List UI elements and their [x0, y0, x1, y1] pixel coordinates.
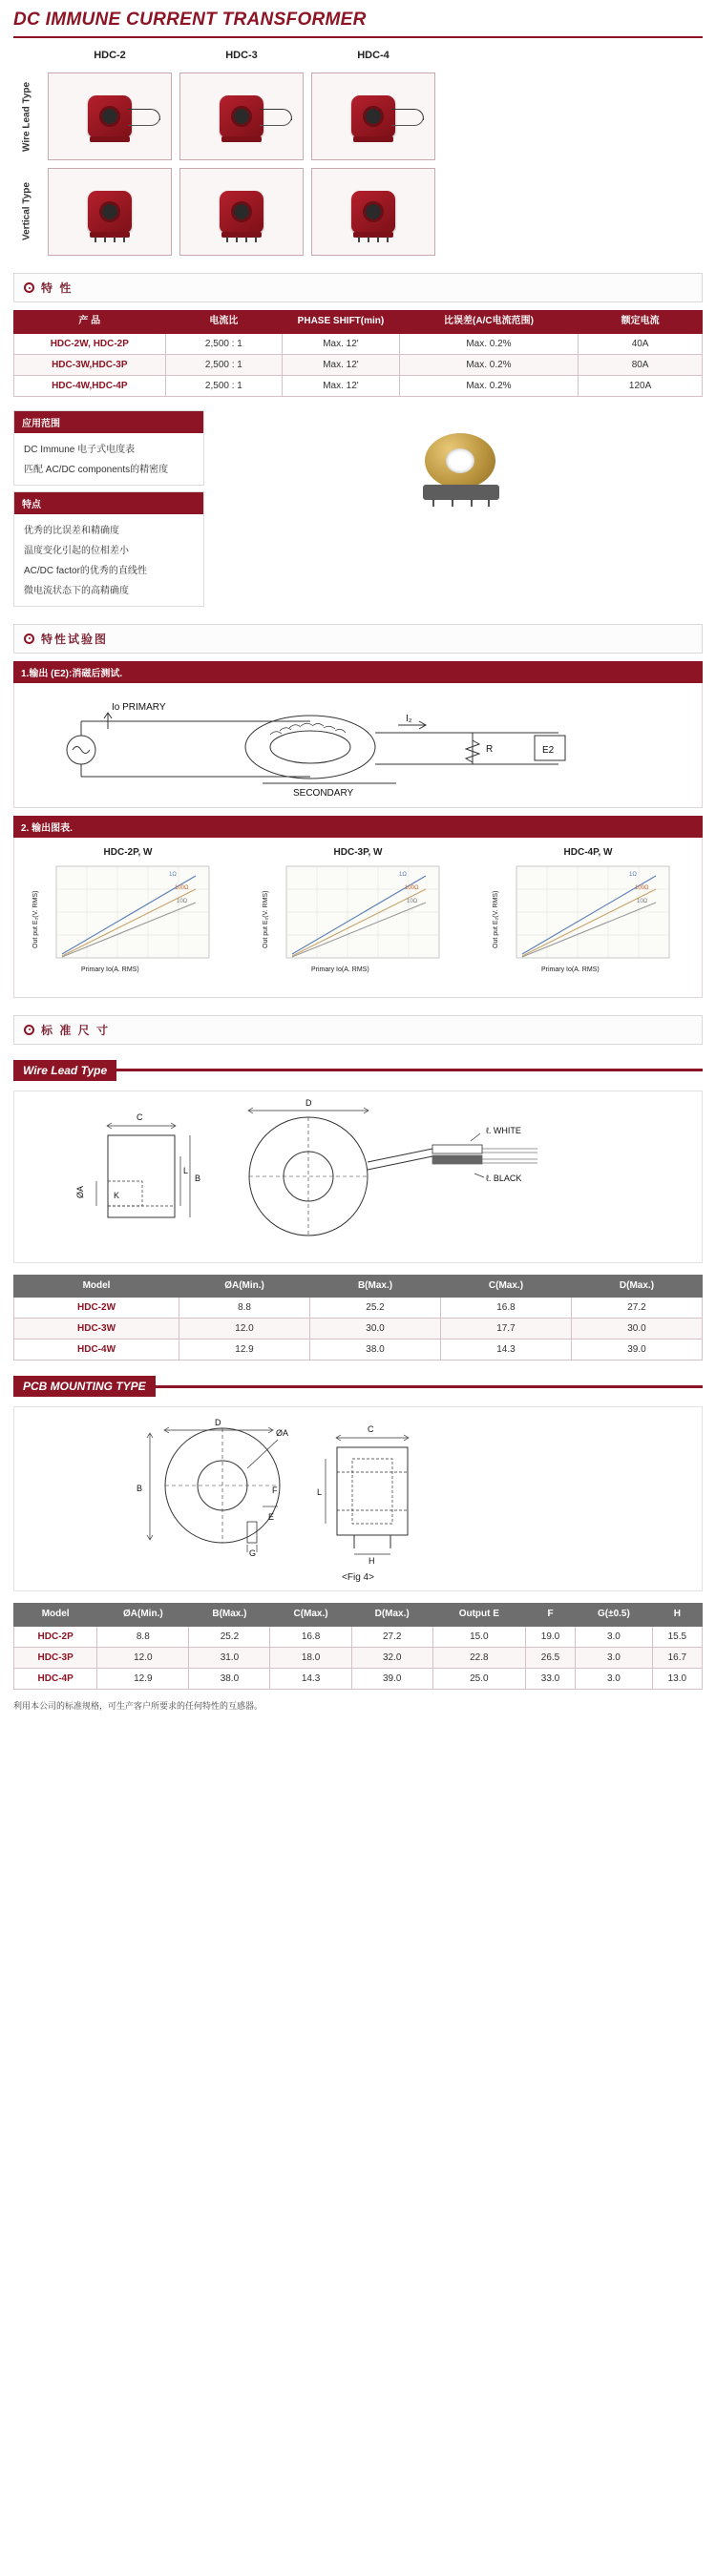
application-line-1: DC Immune 电子式电度表 [24, 444, 136, 455]
svg-text:ØA: ØA [75, 1185, 85, 1198]
application-advantage-section [13, 410, 703, 607]
cell-g: 3.0 [576, 1626, 653, 1647]
svg-text:1Ω: 1Ω [399, 871, 407, 878]
table-row [14, 1319, 703, 1340]
cell-d: 27.2 [351, 1626, 432, 1647]
table-row [14, 1340, 703, 1361]
cell-model: HDC-4P [14, 1668, 97, 1689]
graphs-body [13, 838, 703, 998]
advantage-line-4: 微电流状态下的高精确度 [24, 585, 129, 596]
graph-card-hdc4 [484, 847, 692, 987]
col-oa: ØA(Min.) [179, 1275, 310, 1298]
photo-col-header-hdc3: HDC-3 [225, 50, 258, 61]
photo-cell-vertical-hdc3 [179, 168, 304, 256]
svg-text:Primary Io(A. RMS): Primary Io(A. RMS) [81, 966, 139, 973]
svg-text:10Ω: 10Ω [407, 898, 418, 904]
cell-d: 32.0 [351, 1647, 432, 1668]
table-row [14, 1298, 703, 1319]
svg-text:Out put E₂(V. RMS): Out put E₂(V. RMS) [32, 890, 39, 948]
cell-c: 14.3 [441, 1340, 572, 1361]
section-heading-features [13, 273, 703, 302]
svg-text:100Ω: 100Ω [635, 884, 649, 891]
section-heading-test [13, 624, 703, 654]
svg-text:L: L [317, 1487, 323, 1497]
cell-b: 38.0 [189, 1668, 270, 1689]
graph-card-hdc2 [24, 847, 232, 987]
cell-h: 15.5 [652, 1626, 702, 1647]
subsection-pcb-label: PCB MOUNTING TYPE [13, 1376, 156, 1397]
svg-text:H: H [369, 1556, 375, 1566]
cell-g: 3.0 [576, 1668, 653, 1689]
cell-c: 18.0 [270, 1647, 351, 1668]
cell-ratio: 2,500 : 1 [165, 375, 283, 396]
svg-text:E: E [268, 1512, 275, 1522]
table-header-row [14, 1604, 703, 1627]
cell-current: 80A [579, 354, 703, 375]
application-panel [13, 410, 204, 486]
subsection-wire-lead-label: Wire Lead Type [13, 1060, 116, 1081]
application-panel-title: 应用范围 [14, 411, 203, 433]
table-row [14, 1647, 703, 1668]
section-heading-features-label: 特 性 [41, 281, 74, 295]
col-model: Model [14, 1604, 97, 1627]
test-block1-title: 1.输出 (E2):消磁后测试. [13, 661, 703, 683]
cell-phase: Max. 12' [283, 333, 400, 354]
cell-oa: 8.8 [97, 1626, 189, 1647]
cell-ratio: 2,500 : 1 [165, 333, 283, 354]
table-row [14, 375, 703, 396]
svg-text:L: L [183, 1165, 189, 1175]
photo-col-header-hdc4: HDC-4 [357, 50, 390, 61]
wire-lead-drawing [13, 1091, 703, 1263]
cell-f: 33.0 [525, 1668, 575, 1689]
svg-text:ℓ. WHITE: ℓ. WHITE [486, 1125, 521, 1135]
svg-text:R: R [486, 743, 494, 755]
svg-text:100Ω: 100Ω [175, 884, 189, 891]
cell-error: Max. 0.2% [399, 354, 578, 375]
cell-oa: 12.0 [179, 1319, 310, 1340]
cell-model: HDC-3W [14, 1319, 179, 1340]
section-heading-test-label: 特性试验图 [41, 632, 109, 646]
svg-text:E2: E2 [542, 744, 555, 756]
table-header-row [14, 1275, 703, 1298]
test-circuit-body [13, 683, 703, 808]
cell-b: 25.2 [310, 1298, 441, 1319]
cell-b: 30.0 [310, 1319, 441, 1340]
col-model: Model [14, 1275, 179, 1298]
cell-oa: 8.8 [179, 1298, 310, 1319]
cell-oa: 12.0 [97, 1647, 189, 1668]
cell-output-e: 25.0 [432, 1668, 525, 1689]
circle-bullet-icon [24, 282, 34, 293]
table-row [14, 354, 703, 375]
svg-text:B: B [137, 1484, 143, 1493]
svg-text:ℓ. BLACK: ℓ. BLACK [486, 1173, 522, 1183]
cell-error: Max. 0.2% [399, 333, 578, 354]
graph-title-hdc4: HDC-4P, W [563, 846, 613, 858]
cell-f: 19.0 [525, 1626, 575, 1647]
product-photo-matrix [13, 50, 703, 256]
cell-f: 26.5 [525, 1647, 575, 1668]
cell-oa: 12.9 [97, 1668, 189, 1689]
svg-text:Out put E₂(V. RMS): Out put E₂(V. RMS) [493, 890, 499, 948]
cell-model: HDC-4W,HDC-4P [14, 375, 166, 396]
col-c: C(Max.) [441, 1275, 572, 1298]
col-g: G(±0.5) [576, 1604, 653, 1627]
advantage-panel [13, 491, 204, 607]
cell-current: 40A [579, 333, 703, 354]
page-title: DC IMMUNE CURRENT TRANSFORMER [13, 10, 367, 30]
subsection-pcb [13, 1376, 703, 1397]
cell-b: 38.0 [310, 1340, 441, 1361]
col-product: 产 品 [14, 311, 166, 334]
svg-text:Primary Io(A. RMS): Primary Io(A. RMS) [541, 966, 600, 973]
photo-col-header-hdc2: HDC-2 [94, 50, 126, 61]
footer-note: 利用本公司的标准规格，可生产客户所要求的任何特性的互感器。 [13, 1700, 263, 1711]
svg-text:G: G [249, 1548, 257, 1558]
svg-text:1Ω: 1Ω [169, 871, 177, 878]
section-heading-dimensions [13, 1015, 703, 1045]
cell-current: 120A [579, 375, 703, 396]
pcb-drawing [13, 1406, 703, 1591]
table-row [14, 333, 703, 354]
table-row [14, 1626, 703, 1647]
graph-card-hdc3 [254, 847, 462, 987]
cell-d: 39.0 [351, 1668, 432, 1689]
svg-text:100Ω: 100Ω [405, 884, 419, 891]
svg-text:Io PRIMARY: Io PRIMARY [112, 701, 166, 713]
col-phase-shift: PHASE SHIFT(min) [283, 311, 400, 334]
cell-c: 16.8 [270, 1626, 351, 1647]
title-divider [13, 36, 703, 38]
cell-d: 27.2 [571, 1298, 702, 1319]
cell-d: 30.0 [571, 1319, 702, 1340]
cell-model: HDC-2W, HDC-2P [14, 333, 166, 354]
photo-cell-vertical-hdc4 [311, 168, 435, 256]
cell-output-e: 15.0 [432, 1626, 525, 1647]
cell-c: 17.7 [441, 1319, 572, 1340]
photo-cell-wire-hdc4 [311, 73, 435, 160]
svg-text:10Ω: 10Ω [637, 898, 648, 904]
col-output-e: Output E [432, 1604, 525, 1627]
pcb-dimension-table [13, 1603, 703, 1690]
pcb-figure-caption: <Fig 4> [342, 1572, 374, 1583]
cell-model: HDC-3P [14, 1647, 97, 1668]
svg-text:F: F [272, 1485, 278, 1495]
svg-text:Out put E₂(V. RMS): Out put E₂(V. RMS) [263, 890, 269, 948]
svg-text:D: D [215, 1418, 221, 1427]
photo-row-label-wire-lead: Wire Lead Type [21, 81, 32, 152]
cell-g: 3.0 [576, 1647, 653, 1668]
test-block2-title: 2. 输出图表. [13, 816, 703, 838]
col-d: D(Max.) [351, 1604, 432, 1627]
col-ratio-error: 比误差(A/C电流范围) [399, 311, 578, 334]
col-h: H [652, 1604, 702, 1627]
photo-cell-vertical-hdc2 [48, 168, 172, 256]
cell-b: 31.0 [189, 1647, 270, 1668]
col-b: B(Max.) [189, 1604, 270, 1627]
cell-h: 16.7 [652, 1647, 702, 1668]
wire-lead-dimension-table [13, 1275, 703, 1361]
circle-bullet-icon [24, 1025, 34, 1035]
subsection-wire-lead [13, 1060, 703, 1081]
col-b: B(Max.) [310, 1275, 441, 1298]
cell-c: 16.8 [441, 1298, 572, 1319]
cell-h: 13.0 [652, 1668, 702, 1689]
application-line-2: 匹配 AC/DC components的精密度 [24, 464, 169, 475]
cell-error: Max. 0.2% [399, 375, 578, 396]
graph-title-hdc2: HDC-2P, W [103, 846, 153, 858]
graph-row [24, 847, 692, 987]
cell-model: HDC-3W,HDC-3P [14, 354, 166, 375]
col-oa: ØA(Min.) [97, 1604, 189, 1627]
cell-model: HDC-4W [14, 1340, 179, 1361]
col-d: D(Max.) [571, 1275, 702, 1298]
svg-text:10Ω: 10Ω [177, 898, 188, 904]
specification-table [13, 310, 703, 397]
cell-b: 25.2 [189, 1626, 270, 1647]
cell-c: 14.3 [270, 1668, 351, 1689]
col-ratio: 电流比 [165, 311, 283, 334]
cell-oa: 12.9 [179, 1340, 310, 1361]
toroid-photo [223, 410, 703, 498]
svg-text:1Ω: 1Ω [629, 871, 637, 878]
cell-model: HDC-2P [14, 1626, 97, 1647]
cell-d: 39.0 [571, 1340, 702, 1361]
graph-title-hdc3: HDC-3P, W [333, 846, 383, 858]
photo-row-label-vertical: Vertical Type [21, 182, 32, 241]
svg-text:C: C [368, 1424, 374, 1434]
svg-text:Primary Io(A. RMS): Primary Io(A. RMS) [311, 966, 369, 973]
svg-text:ØA: ØA [276, 1428, 289, 1438]
circle-bullet-icon [24, 634, 34, 644]
section-heading-dimensions-label: 标 准 尺 寸 [41, 1023, 111, 1037]
cell-output-e: 22.8 [432, 1647, 525, 1668]
circuit-diagram [24, 693, 692, 798]
photo-cell-wire-hdc2 [48, 73, 172, 160]
advantage-panel-title: 特点 [14, 492, 203, 514]
col-c: C(Max.) [270, 1604, 351, 1627]
cell-model: HDC-2W [14, 1298, 179, 1319]
svg-text:B: B [195, 1173, 201, 1183]
advantage-line-2: 温度变化引起的位相差小 [24, 545, 129, 556]
cell-ratio: 2,500 : 1 [165, 354, 283, 375]
svg-text:K: K [114, 1190, 120, 1200]
svg-text:SECONDARY: SECONDARY [293, 787, 354, 798]
advantage-line-3: AC/DC factor的优秀的直线性 [24, 565, 147, 576]
subsection-rule [116, 1069, 703, 1071]
advantage-line-1: 优秀的比误差和精确度 [24, 525, 119, 536]
page-title-bar [0, 0, 716, 32]
col-rated-current: 额定电流 [579, 311, 703, 334]
cell-phase: Max. 12' [283, 354, 400, 375]
photo-cell-wire-hdc3 [179, 73, 304, 160]
subsection-rule [156, 1385, 703, 1388]
cell-phase: Max. 12' [283, 375, 400, 396]
col-f: F [525, 1604, 575, 1627]
table-row [14, 1668, 703, 1689]
svg-text:C: C [137, 1111, 143, 1122]
svg-text:D: D [305, 1098, 312, 1108]
table-header-row [14, 311, 703, 334]
svg-text:I₂: I₂ [406, 713, 412, 724]
